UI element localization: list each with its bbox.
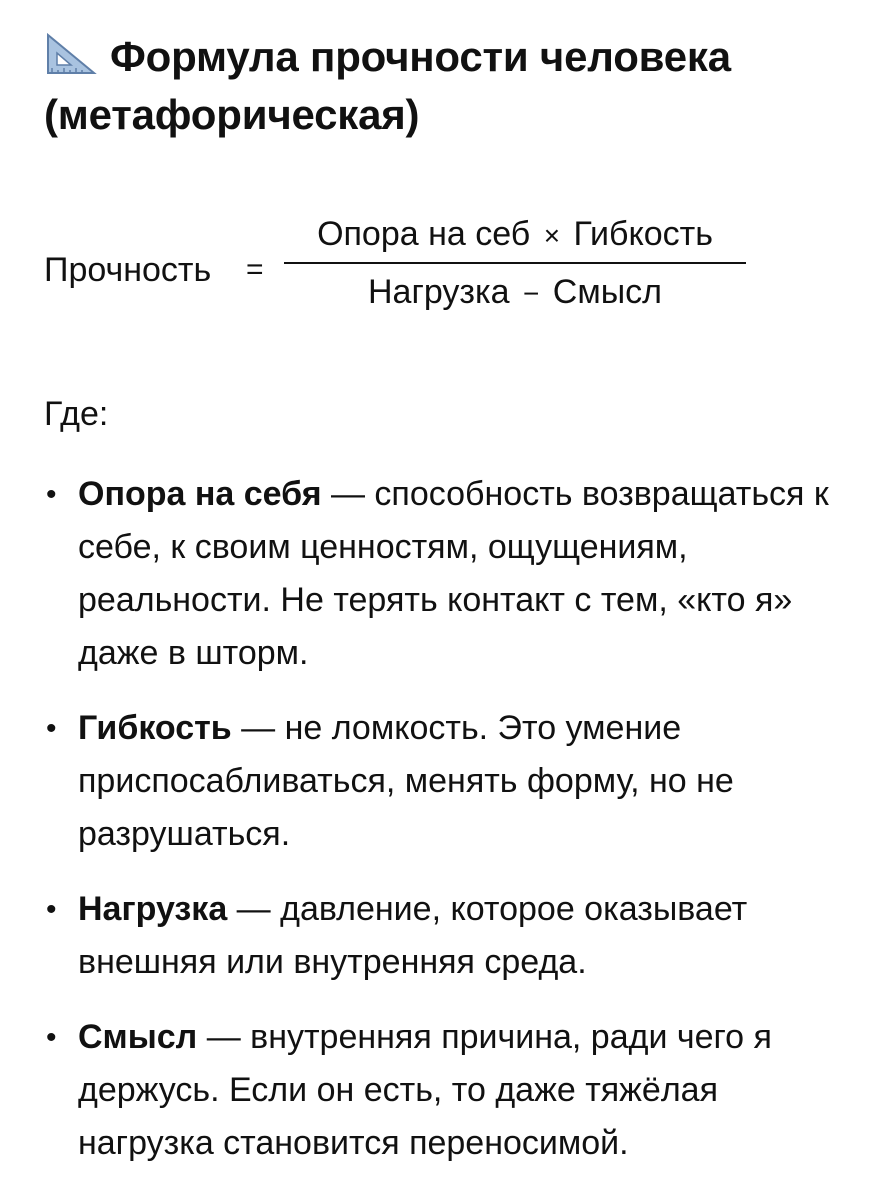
minus-operator: −: [522, 278, 540, 309]
denominator-term-meaning: Смысл: [552, 273, 662, 311]
definition-text: — не ломкость. Это умение приспосабливаться, менять форму, но не разрушаться.: [78, 709, 734, 853]
bullet: •: [46, 1021, 57, 1054]
definition-term: Смысл: [78, 1018, 198, 1056]
triangle-ruler-icon: [44, 32, 98, 74]
definition-text: — способность возвращаться к себе, к своим ценностям, ощущениям, реальности. Не терять контакт с тем, «кто я» даже в шторм.: [78, 475, 829, 672]
formula-fraction: [284, 210, 746, 316]
formula-denominator: [284, 268, 746, 316]
bullet: •: [46, 893, 57, 926]
numerator-term-flexibility: Гибкость: [573, 215, 713, 253]
formula-numerator: [284, 210, 746, 258]
page-title-text: Формула прочности человека (метафорическая): [44, 33, 731, 138]
definition-text: — давление, которое оказывает внешняя или внутренняя среда.: [78, 890, 748, 981]
formula-lhs: Прочность: [44, 251, 212, 289]
bullet: •: [46, 712, 57, 745]
list-item: [44, 468, 854, 680]
definitions-list: [44, 468, 854, 1192]
formula-equals-sign: =: [246, 253, 264, 286]
denominator-term-load: Нагрузка: [368, 273, 510, 311]
definition-term: Гибкость: [78, 709, 232, 747]
list-item: [44, 702, 854, 861]
definition-term: Опора на себя: [78, 475, 322, 513]
definition-text: — внутренняя причина, ради чего я держусь. Если он есть, то даже тяжёлая нагрузка становится переносимой.: [78, 1018, 772, 1162]
multiply-operator: ×: [543, 220, 561, 251]
numerator-term-support: Опора на себ: [317, 215, 531, 253]
definition-term: Нагрузка: [78, 890, 228, 928]
list-item: [44, 1011, 854, 1170]
where-label: Где:: [44, 395, 109, 433]
fraction-bar: [284, 262, 746, 264]
page-title: [44, 28, 844, 144]
list-item: [44, 883, 854, 989]
bullet: •: [46, 478, 57, 511]
strength-formula: [44, 210, 844, 320]
